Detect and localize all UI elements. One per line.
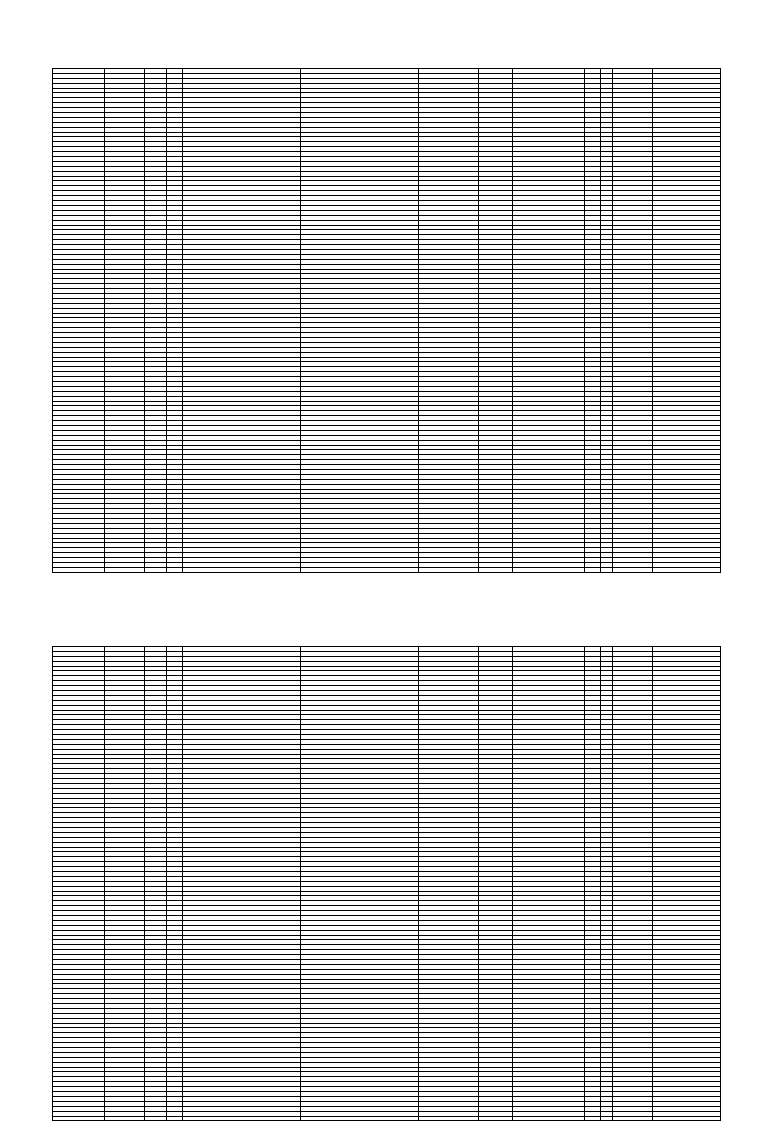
table-cell — [513, 1116, 585, 1121]
table-cell — [479, 1116, 513, 1121]
table-cell — [183, 567, 301, 572]
table-cell — [653, 1116, 721, 1121]
table-cell — [105, 1116, 145, 1121]
table-cell — [601, 567, 613, 572]
table-cell — [585, 567, 601, 572]
table-cell — [613, 1116, 653, 1121]
table-cell — [167, 1116, 183, 1121]
table-cell — [585, 1116, 601, 1121]
table-cell — [419, 1116, 479, 1121]
table-cell — [613, 567, 653, 572]
table-cell — [145, 1116, 167, 1121]
table-body — [53, 651, 721, 1121]
table-cell — [183, 1116, 301, 1121]
table-cell — [601, 1116, 613, 1121]
table-cell — [301, 1116, 419, 1121]
table-cell — [145, 567, 167, 572]
table-cell — [105, 567, 145, 572]
data-table-bottom — [52, 646, 721, 1121]
table-body — [53, 73, 721, 572]
table-row — [53, 567, 721, 572]
table-cell — [53, 1116, 105, 1121]
data-table-top — [52, 68, 721, 573]
table-cell — [419, 567, 479, 572]
table-cell — [513, 567, 585, 572]
table-cell — [167, 567, 183, 572]
table-cell — [653, 567, 721, 572]
document-date-line — [52, 58, 172, 63]
table-cell — [479, 567, 513, 572]
table-cell — [301, 567, 419, 572]
table-cell — [53, 567, 105, 572]
table-row — [53, 1116, 721, 1121]
document-header — [52, 48, 172, 63]
